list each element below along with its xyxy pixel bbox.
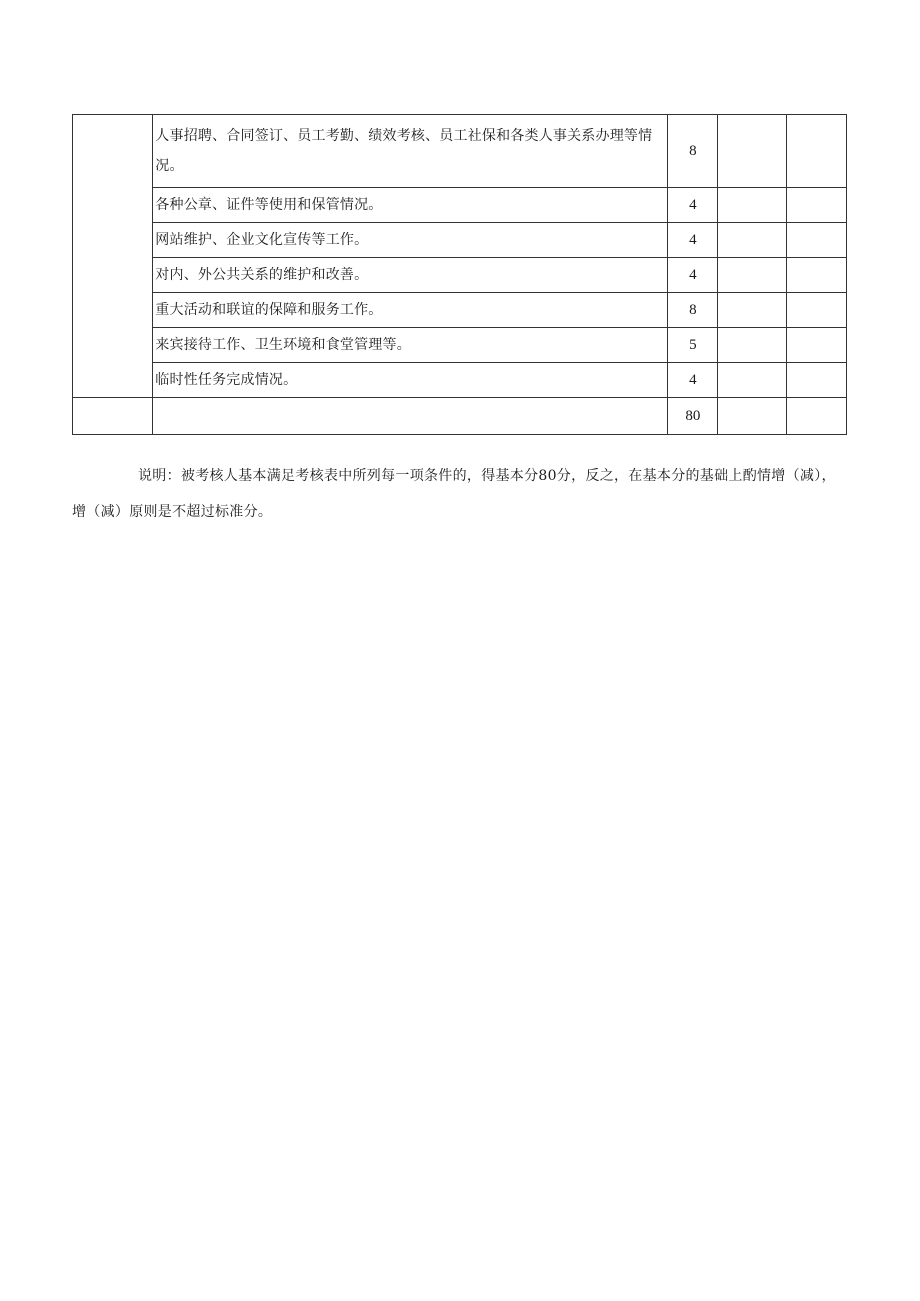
standard-score: 4	[668, 363, 718, 398]
assessment-item: 重大活动和联谊的保障和服务工作。	[153, 293, 668, 328]
assessment-item: 对内、外公共关系的维护和改善。	[153, 258, 668, 293]
standard-score: 4	[668, 258, 718, 293]
assessment-item: 临时性任务完成情况。	[153, 363, 668, 398]
self-score-cell	[718, 115, 786, 188]
standard-score: 8	[668, 115, 718, 188]
total-self-score-cell	[718, 398, 786, 435]
evaluator-score-cell	[786, 115, 846, 188]
table-row	[73, 115, 847, 188]
assessment-item: 网站维护、企业文化宣传等工作。	[153, 223, 668, 258]
standard-score: 8	[668, 293, 718, 328]
self-score-cell	[718, 363, 786, 398]
table-row	[73, 188, 847, 223]
table-row	[73, 223, 847, 258]
assessment-item: 来宾接待工作、卫生环境和食堂管理等。	[153, 328, 668, 363]
standard-score: 5	[668, 328, 718, 363]
evaluator-score-cell	[786, 293, 846, 328]
self-score-cell	[718, 328, 786, 363]
table-row	[73, 363, 847, 398]
total-item-cell	[153, 398, 668, 435]
category-cell	[73, 115, 153, 398]
assessment-item: 人事招聘、合同签订、员工考勤、绩效考核、员工社保和各类人事关系办理等情况。	[153, 115, 668, 188]
total-score: 80	[668, 398, 718, 435]
standard-score: 4	[668, 188, 718, 223]
standard-score: 4	[668, 223, 718, 258]
table-row	[73, 293, 847, 328]
table-row	[73, 258, 847, 293]
evaluator-score-cell	[786, 258, 846, 293]
total-row	[73, 398, 847, 435]
self-score-cell	[718, 293, 786, 328]
evaluator-score-cell	[786, 188, 846, 223]
total-category-cell	[73, 398, 153, 435]
total-evaluator-score-cell	[786, 398, 846, 435]
evaluator-score-cell	[786, 363, 846, 398]
self-score-cell	[718, 223, 786, 258]
assessment-table	[72, 114, 847, 435]
assessment-item: 各种公章、证件等使用和保管情况。	[153, 188, 668, 223]
self-score-cell	[718, 188, 786, 223]
evaluator-score-cell	[786, 223, 846, 258]
self-score-cell	[718, 258, 786, 293]
scoring-note: 说明：被考核人基本满足考核表中所列每一项条件的，得基本分80分，反之，在基本分的基础上酌情增（减），增（减）原则是不超过标准分。	[72, 468, 836, 520]
table-row	[73, 328, 847, 363]
evaluator-score-cell	[786, 328, 846, 363]
